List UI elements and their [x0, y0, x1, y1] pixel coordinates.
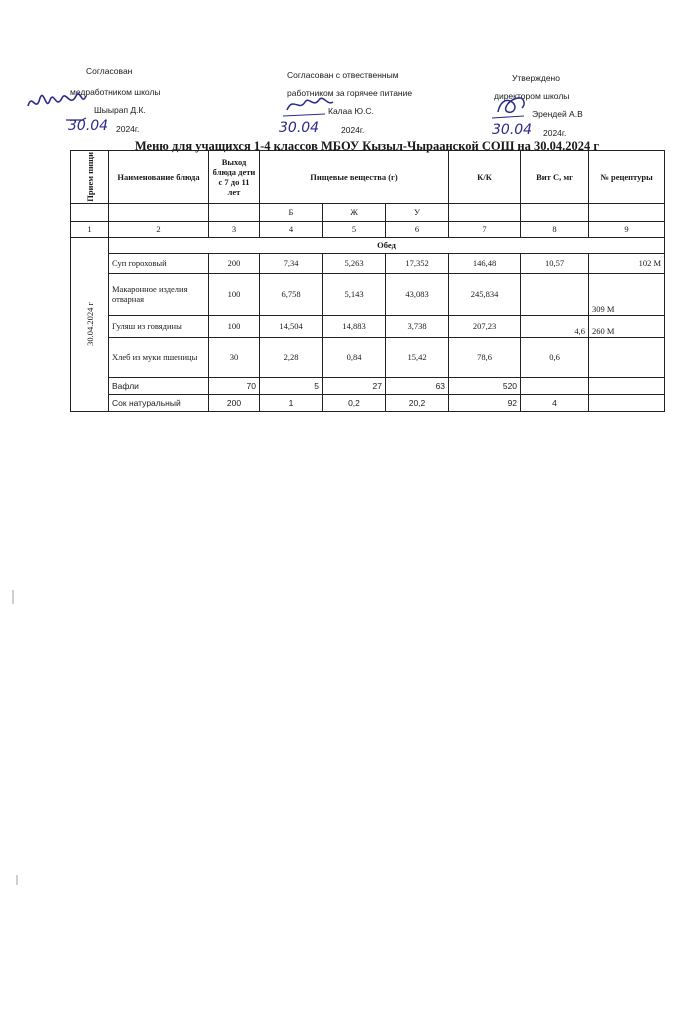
vitc-value — [521, 377, 589, 394]
middle-handwritten-date: 30.04 — [279, 120, 320, 136]
middle-approval-line2: работником за горячее питание — [287, 88, 413, 98]
vitc-value: 10,57 — [521, 253, 589, 273]
yield-value: 100 — [209, 315, 260, 337]
dish-name: Хлеб из муки пшеницы — [109, 337, 209, 377]
column-number: 4 — [260, 221, 323, 237]
fat-value: 5,263 — [323, 253, 386, 273]
protein-value: 5 — [260, 377, 323, 394]
right-approval-year: 2024г. — [543, 128, 567, 138]
scan-mark — [12, 590, 14, 604]
yield-value: 70 — [209, 377, 260, 394]
right-handwritten-date: 30.04 — [492, 122, 533, 138]
protein-value: 2,28 — [260, 337, 323, 377]
vitc-value — [521, 273, 589, 315]
scan-mark — [16, 875, 18, 885]
yield-header: Выход блюда дети с 7 до 11 лет — [209, 151, 260, 204]
carbs-value: 17,352 — [386, 253, 449, 273]
fat-value: 0,84 — [323, 337, 386, 377]
kcal-value: 245,834 — [449, 273, 521, 315]
kcal-value: 146,48 — [449, 253, 521, 273]
table-row — [71, 315, 665, 337]
menu-table — [70, 150, 665, 412]
left-approval-year: 2024г. — [116, 124, 140, 134]
column-number: 3 — [209, 221, 260, 237]
right-approval-line2: директором школы — [494, 91, 570, 101]
kcal-value: 78,6 — [449, 337, 521, 377]
column-number: 8 — [521, 221, 589, 237]
protein-value: 1 — [260, 394, 323, 411]
left-approval-line1: Согласован — [86, 66, 133, 76]
fat-value: 27 — [323, 377, 386, 394]
column-number: 7 — [449, 221, 521, 237]
carbs-value: 3,738 — [386, 315, 449, 337]
column-number: 9 — [589, 221, 665, 237]
left-approval-line2: медработником школы — [70, 87, 161, 97]
meal-header: Прием пищи — [71, 151, 109, 204]
yield-value: 200 — [209, 394, 260, 411]
dish-name: Сок натуральный — [109, 394, 209, 411]
kcal-value: 520 — [449, 377, 521, 394]
dish-name: Гуляш из говядины — [109, 315, 209, 337]
right-approval-name: Эрендей А.В — [532, 109, 583, 119]
column-number: 5 — [323, 221, 386, 237]
protein-value: 6,758 — [260, 273, 323, 315]
middle-approval-name: Калаа Ю.С. — [328, 106, 374, 116]
carbs-value: 15,42 — [386, 337, 449, 377]
table-row — [71, 377, 665, 394]
column-number: 2 — [109, 221, 209, 237]
date-cell: 30.04.2024 г — [71, 237, 109, 411]
header-row — [71, 151, 665, 204]
recipe-value — [589, 337, 665, 377]
column-number: 1 — [71, 221, 109, 237]
yield-value: 200 — [209, 253, 260, 273]
fat-subheader: Ж — [323, 203, 386, 221]
left-handwritten-date: 30.04 — [68, 118, 109, 134]
section-label: Обед — [109, 237, 665, 253]
vitc-value: 0,6 — [521, 337, 589, 377]
table-row — [71, 273, 665, 315]
dish-name: Суп гороховый — [109, 253, 209, 273]
recipe-header: № рецептуры — [589, 151, 665, 204]
table-row — [71, 253, 665, 273]
dish-header: Наименование блюда — [109, 151, 209, 204]
recipe-value — [589, 377, 665, 394]
carbs-value: 20,2 — [386, 394, 449, 411]
vitc-value: 4,6 — [521, 315, 589, 337]
protein-value: 7,34 — [260, 253, 323, 273]
recipe-value: 102 М — [589, 253, 665, 273]
kcal-header: К/К — [449, 151, 521, 204]
column-number-row — [71, 221, 665, 237]
middle-approval-year: 2024г. — [341, 125, 365, 135]
middle-signature — [275, 92, 355, 138]
fat-value: 14,883 — [323, 315, 386, 337]
right-signature — [478, 92, 568, 140]
left-approval-name: Шыырап Д.К. — [94, 105, 146, 115]
vitc-value: 4 — [521, 394, 589, 411]
middle-approval-line1: Согласован с отвественным — [287, 70, 399, 80]
fat-value: 0,2 — [323, 394, 386, 411]
subheader-row — [71, 203, 665, 221]
recipe-value: 309 М — [589, 273, 665, 315]
menu-title: Меню для учащихся 1-4 классов МБОУ Кызыл-Чыраанской СОШ на 30.04.2024 г — [134, 139, 600, 153]
protein-value: 14,504 — [260, 315, 323, 337]
recipe-value: 260 М — [589, 315, 665, 337]
recipe-value — [589, 394, 665, 411]
right-approval-line1: Утверждено — [512, 73, 560, 83]
yield-value: 30 — [209, 337, 260, 377]
table-row — [71, 337, 665, 377]
kcal-value: 207,23 — [449, 315, 521, 337]
vitc-header: Вит С, мг — [521, 151, 589, 204]
yield-value: 100 — [209, 273, 260, 315]
left-signature — [20, 84, 130, 134]
carbs-value: 63 — [386, 377, 449, 394]
carbs-subheader: У — [386, 203, 449, 221]
column-number: 6 — [386, 221, 449, 237]
kcal-value: 92 — [449, 394, 521, 411]
carbs-value: 43,083 — [386, 273, 449, 315]
dish-name: Макаронное изделия отварная — [109, 273, 209, 315]
dish-name: Вафли — [109, 377, 209, 394]
section-row — [71, 237, 665, 253]
fat-value: 5,143 — [323, 273, 386, 315]
protein-subheader: Б — [260, 203, 323, 221]
table-row — [71, 394, 665, 411]
nutrients-header: Пищевые вещества (г) — [260, 151, 449, 204]
